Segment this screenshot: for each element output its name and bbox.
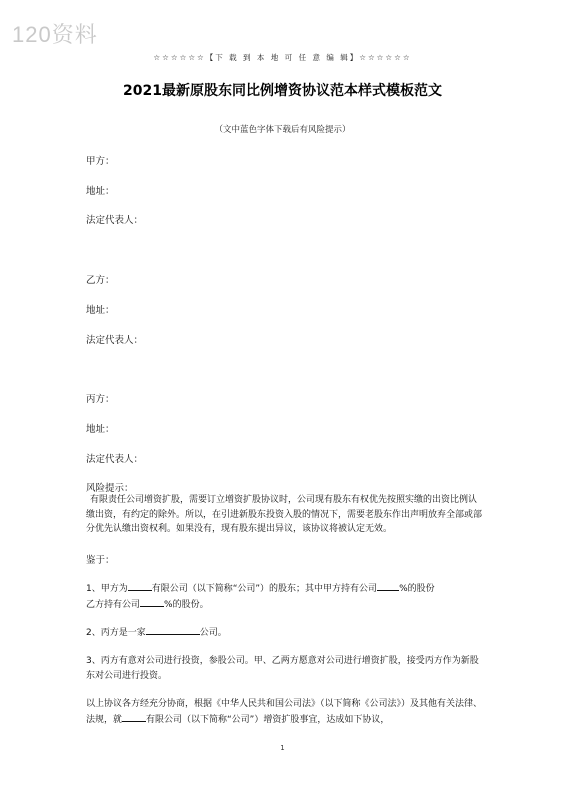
closing-text-2: 有限公司（以下简称“公司”）增资扩股事宜，达成如下协议， <box>146 714 390 725</box>
clause-1-text-1: 1、甲方为 <box>86 584 128 594</box>
party-c-rep: 法定代表人： <box>86 454 144 465</box>
clause-1-text-4: 乙方持有公司 <box>86 599 141 610</box>
blank-share-a <box>377 581 399 591</box>
closing-text-1: 以上协议各方经充分协商，根据《中华人民共和国公司法》（以下简称《公司法》）及其他有关法律、法规，就 <box>86 699 483 725</box>
whereas-label: 鉴于： <box>86 555 115 566</box>
document-title: 2021最新原股东同比例增资协议范本样式模板范文 <box>123 83 442 99</box>
clause-2-text-2: 公司。 <box>199 628 227 638</box>
blank-share-b <box>140 597 164 607</box>
page-number: 1 <box>280 744 285 752</box>
blank-company-name-2 <box>122 712 146 722</box>
clause-2 <box>86 625 484 641</box>
party-b-label: 乙方： <box>86 275 115 286</box>
clause-1-text-5: %的股份。 <box>164 599 209 610</box>
blank-company-name <box>128 581 152 591</box>
risk-heading: 风险提示： <box>86 483 134 494</box>
party-b-rep: 法定代表人： <box>86 335 144 346</box>
party-c-label: 丙方： <box>86 394 115 405</box>
party-a-label: 甲方： <box>86 156 115 167</box>
party-a-rep: 法定代表人： <box>86 215 144 226</box>
watermark-logo: 120资料 <box>12 22 98 47</box>
document-subtitle: （文中蓝色字体下载后有风险提示） <box>214 125 351 135</box>
clause-1 <box>86 581 484 612</box>
party-c-address: 地址： <box>86 424 115 435</box>
risk-body: 有限责任公司增资扩股，需要订立增资扩股协议时，公司现有股东有权优先按照实缴的出资比例认缴出资，有约定的除外。所以，在引进新股东投资入股的情况下，需要老股东作出声明放弃全部或部分优先认缴出资权利。如果没有，现有股东提出异议，该协议将被认定无效。 <box>86 495 483 534</box>
party-a-address: 地址： <box>86 186 115 197</box>
party-b-address: 地址： <box>86 305 115 316</box>
clause-1-text-3: %的股份 <box>399 584 435 594</box>
download-banner: ☆☆☆☆☆☆【下 载 到 本 地 可 任 意 编 辑】☆☆☆☆☆☆ <box>153 53 412 62</box>
clause-3: 3、丙方有意对公司进行投资，参股公司。甲、乙两方愿意对公司进行增资扩股，接受丙方作为新股东对公司进行投资。 <box>86 656 479 681</box>
clause-2-text-1: 2、丙方是一家 <box>86 628 146 638</box>
closing-paragraph <box>86 697 484 727</box>
clause-1-text-2: 有限公司（以下简称“公司”）的股东；其中甲方持有公司 <box>151 584 378 594</box>
blank-company-type <box>146 625 200 635</box>
